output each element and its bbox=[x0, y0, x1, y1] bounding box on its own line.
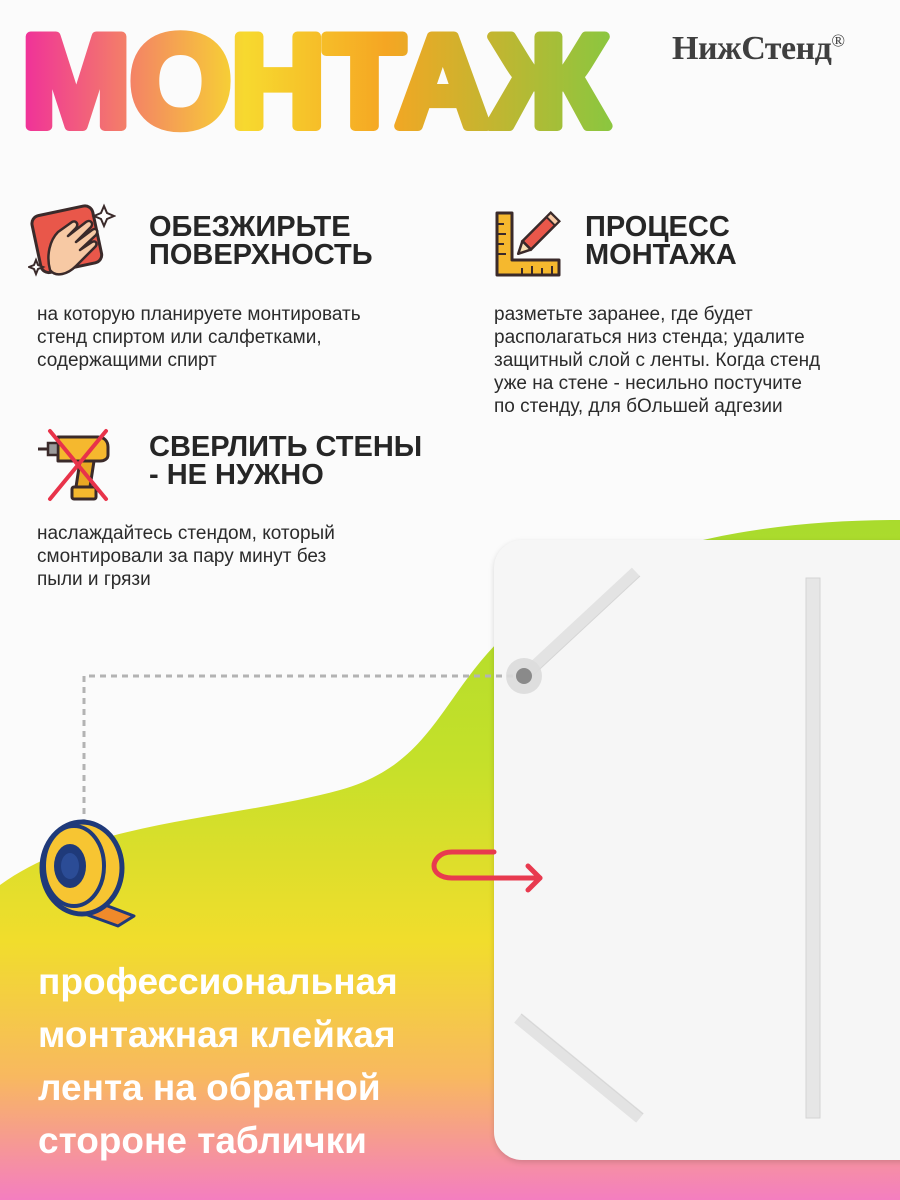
step-nodrill-title-line: - НЕ НУЖНО bbox=[149, 459, 324, 491]
step-mounting-title-line: МОНТАЖА bbox=[585, 239, 737, 271]
step-mounting-text-line: располагаться низ стенда; удалите bbox=[494, 327, 805, 348]
step-mounting-title-line: ПРОЦЕСС bbox=[585, 211, 730, 243]
step-degrease-title-line: ОБЕЗЖИРЬТЕ bbox=[149, 211, 351, 243]
tape-strip-top bbox=[524, 572, 636, 676]
step-degrease-text-line: содержащими спирт bbox=[37, 350, 217, 371]
step-mounting-text-line: разметьте заранее, где будет bbox=[494, 304, 753, 325]
step-degrease-title-line: ПОВЕРХНОСТЬ bbox=[149, 239, 373, 271]
bottom-caption-line: профессиональная bbox=[38, 961, 398, 1002]
tape-strip-right bbox=[806, 578, 820, 1118]
bottom-caption-line: монтажная клейкая bbox=[38, 1014, 396, 1055]
step-degrease-text-line: на которую планируете монтировать bbox=[37, 304, 361, 325]
step-nodrill-text-line: пыли и грязи bbox=[37, 569, 151, 590]
marker-dot bbox=[516, 668, 532, 684]
bottom-caption-line: лента на обратной bbox=[38, 1067, 381, 1108]
step-mounting-text-line: по стенду, для бОльшей адгезии bbox=[494, 396, 783, 417]
step-nodrill-title-line: СВЕРЛИТЬ СТЕНЫ bbox=[149, 431, 423, 463]
tape-strip-bottom bbox=[518, 1018, 640, 1118]
bottom-caption-line: стороне таблички bbox=[38, 1120, 367, 1161]
step-mounting-text-line: уже на стене - несильно постучите bbox=[494, 373, 802, 394]
leader-line bbox=[84, 676, 524, 820]
tape-roll-icon bbox=[34, 812, 142, 930]
step-nodrill-text-line: наслаждайтесь стендом, который bbox=[37, 523, 335, 544]
step-degrease-text-line: стенд спиртом или салфетками, bbox=[37, 327, 322, 348]
step-nodrill-text-line: смонтировали за пару минут без bbox=[37, 546, 327, 567]
step-mounting-text-line: защитный слой с ленты. Когда стенд bbox=[494, 350, 821, 371]
registered-mark: ® bbox=[831, 30, 845, 51]
brand-name: НижСтенд bbox=[672, 30, 832, 67]
page-title-text: МОНТАЖ bbox=[22, 18, 609, 138]
red-arrow bbox=[434, 852, 540, 878]
bottom-caption bbox=[38, 955, 398, 1167]
